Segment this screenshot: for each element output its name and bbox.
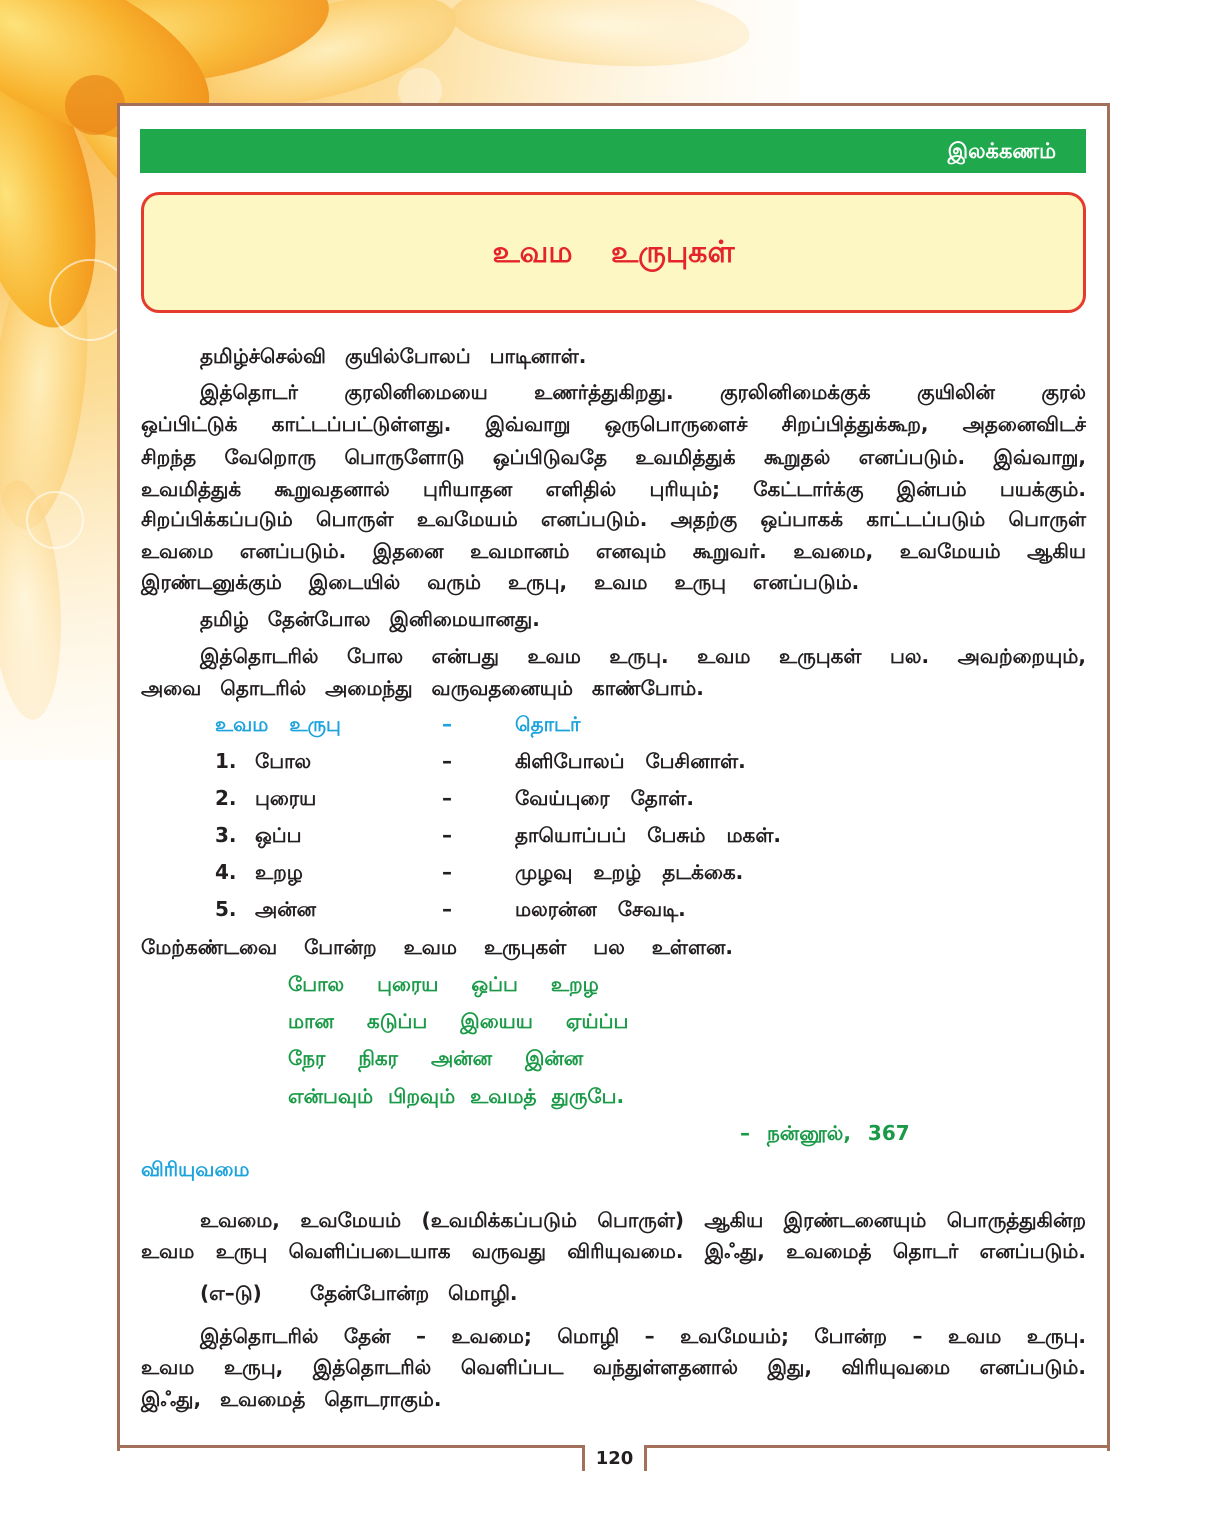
row-separator: – <box>442 823 452 847</box>
page-bottom-rule-left <box>117 1445 585 1448</box>
page-bottom-rule-right <box>644 1445 1110 1448</box>
verse-line: நேர நிகர அன்ன இன்ன <box>288 1046 584 1070</box>
paragraph-line: இஃது, உவமைத் தொடராகும். <box>141 1387 442 1411</box>
row-number: 3. <box>215 823 237 847</box>
page-number-tab <box>582 1445 647 1471</box>
table-header-marker: உவம உருபு <box>215 712 341 736</box>
page-title: உவம உருபுகள் <box>492 235 735 270</box>
row-number: 2. <box>215 786 237 810</box>
row-example: மலரன்ன சேவடி. <box>515 897 686 921</box>
example-sentence: தமிழ்ச்செல்வி குயில்போலப் பாடினாள். <box>200 344 587 368</box>
section-label: இலக்கணம் <box>947 139 1056 163</box>
row-marker: ஒப்ப <box>255 823 302 847</box>
row-separator: – <box>442 749 452 773</box>
page-number: 120 <box>595 1448 634 1469</box>
paragraph-line: சிறந்த வேறொரு பொருளோடு ஒப்பிடுவதே உவமித்துக் கூறுதல் எனப்படும். இவ்வாறு, <box>141 445 1086 469</box>
verse-line: என்பவும் பிறவும் உவமத் துருபே. <box>288 1084 625 1108</box>
section-heading: விரியுவமை <box>141 1157 250 1181</box>
paragraph-line: இத்தொடர் குரலினிமையை உணர்த்துகிறது. குரலினிமைக்குக் குயிலின் குரல் <box>200 380 1086 404</box>
verse-source: – நன்னூல், 367 <box>740 1121 910 1145</box>
row-separator: – <box>442 897 452 921</box>
paragraph-line: உவமை எனப்படும். இதனை உவமானம் எனவும் கூறுவர். உவமை, உவமேயம் ஆகிய <box>141 539 1086 563</box>
paragraph-line: உவம உருபு வெளிப்படையாக வருவது விரியுவமை. இஃது, உவமைத் தொடர் எனப்படும். <box>141 1239 1086 1263</box>
row-example: தாயொப்பப் பேசும் மகள். <box>515 823 781 847</box>
paragraph-line: சிறப்பிக்கப்படும் பொருள் உவமேயம் எனப்படும். அதற்கு ஒப்பாகக் காட்டப்படும் பொருள் <box>141 507 1086 531</box>
verse-line: போல புரைய ஒப்ப உறழ <box>288 972 599 996</box>
example-label: (எ–டு) <box>200 1281 262 1305</box>
verse-line: மான கடுப்ப இயைய ஏய்ப்ப <box>288 1009 629 1033</box>
row-example: வேய்புரை தோள். <box>515 786 694 810</box>
row-separator: – <box>442 786 452 810</box>
row-example: முழவு உறழ் தடக்கை. <box>515 860 744 884</box>
section-header-bar <box>140 129 1086 173</box>
table-row <box>215 856 915 888</box>
row-marker: அன்ன <box>255 897 317 921</box>
table-header-row <box>215 708 915 740</box>
row-number: 1. <box>215 749 237 773</box>
row-number: 4. <box>215 860 237 884</box>
example-sentence: தமிழ் தேன்போல இனிமையானது. <box>200 607 540 631</box>
table-row <box>215 782 915 814</box>
row-example: கிளிபோலப் பேசினாள். <box>515 749 746 773</box>
paragraph-line: அவை தொடரில் அமைந்து வருவதனையும் காண்போம். <box>141 676 704 700</box>
paragraph-line: உவம உருபு, இத்தொடரில் வெளிப்பட வந்துள்ளதனால் இது, விரியுவமை எனப்படும். <box>141 1355 1086 1379</box>
table-row <box>215 893 915 925</box>
row-marker: உறழ <box>255 860 303 884</box>
paragraph-line: இத்தொடரில் போல என்பது உவம உருபு. உவம உருபுகள் பல. அவற்றையும், <box>200 644 1086 668</box>
row-marker: புரைய <box>255 786 317 810</box>
table-row <box>215 745 915 777</box>
paragraph-line: இத்தொடரில் தேன் – உவமை; மொழி – உவமேயம்; போன்ற – உவம உருபு. <box>200 1324 1086 1348</box>
table-header-separator: – <box>442 712 452 736</box>
paragraph-line: உவமித்துக் கூறுவதனால் புரியாதன எளிதில் புரியும்; கேட்டார்க்கு இன்பம் பயக்கும். <box>141 477 1086 501</box>
title-box <box>141 192 1086 313</box>
example-text: தேன்போன்ற மொழி. <box>310 1281 518 1305</box>
row-marker: போல <box>255 749 312 773</box>
table-header-example: தொடர் <box>515 712 581 736</box>
paragraph-line: உவமை, உவமேயம் (உவமிக்கப்படும் பொருள்) ஆகிய இரண்டனையும் பொருத்துகின்ற <box>200 1208 1086 1232</box>
row-number: 5. <box>215 897 237 921</box>
summary-line: மேற்கண்டவை போன்ற உவம உருபுகள் பல உள்ளன. <box>141 935 733 959</box>
row-separator: – <box>442 860 452 884</box>
table-row <box>215 819 915 851</box>
paragraph-line: ஒப்பிட்டுக் காட்டப்பட்டுள்ளது. இவ்வாறு ஒருபொருளைச் சிறப்பித்துக்கூற, அதனைவிடச் <box>141 412 1086 436</box>
paragraph-line: இரண்டனுக்கும் இடையில் வரும் உருபு, உவம உருபு எனப்படும். <box>141 570 860 594</box>
